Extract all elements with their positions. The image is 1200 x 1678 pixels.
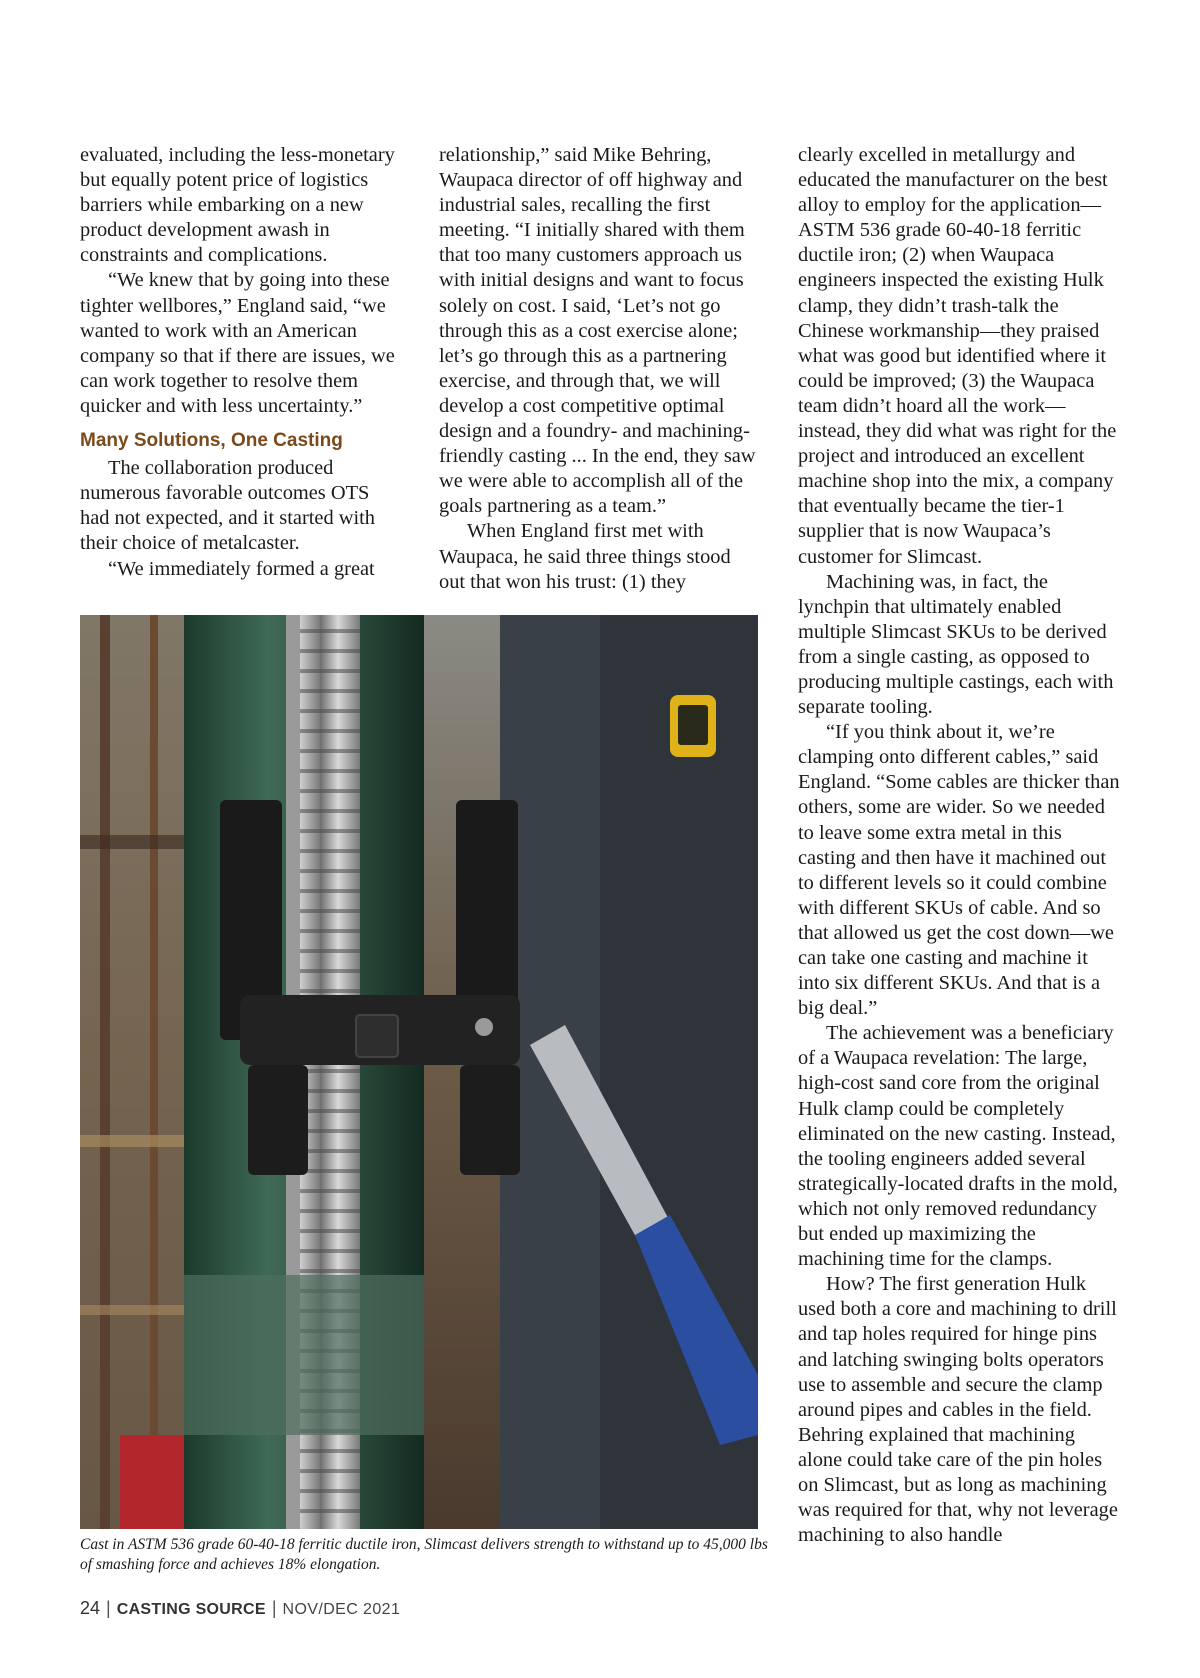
footer-divider: | bbox=[106, 1598, 111, 1618]
section-subhead: Many Solutions, One Casting bbox=[80, 430, 343, 452]
article-column-1 bbox=[80, 143, 402, 582]
issue-date: NOV/DEC 2021 bbox=[282, 1601, 401, 1618]
article-column-3 bbox=[798, 143, 1120, 1548]
clamp-photo bbox=[80, 615, 758, 1529]
paragraph: Machining was, in fact, the lynchpin that ultimately enabled multiple Slimcast SKUs to be derived from a single casting, as opposed to producing multiple castings, each with separate tooling. bbox=[798, 570, 1114, 719]
page-footer bbox=[80, 1598, 400, 1619]
paragraph: relationship,” said Mike Behring, Waupaca director of off highway and industrial sales, recalling the first meeting. “I initially shared with them that too many customers approach us with initial designs and want to focus solely on cost. I said, ‘Let’s not go through this as a cost exercise alone; let’s go through this as a partnering exercise, and through that, we will develop a cost competitive optimal design and a foundry- and machining-friendly casting ... In the end, they saw we were able to accomplish all of the goals partnering as a team.” bbox=[439, 144, 756, 518]
paragraph: clearly excelled in metallurgy and educated the manufacturer on the best alloy to employ for the application—ASTM 536 grade 60-40-18 ferritic ductile iron; (2) when Waupaca engineers inspected the existing Hulk clamp, they didn’t trash-talk the Chinese workmanship—they praised what was good but identified where it could be improved; (3) the Waupaca team didn’t hoard all the work—instead, they did what was right for the project and introduced an excellent machine shop into the mix, a company that eventually became the tier-1 supplier that is now Waupaca’s customer for Slimcast. bbox=[798, 144, 1117, 568]
footer-divider: | bbox=[271, 1598, 277, 1618]
page-number: 24 bbox=[80, 1598, 101, 1618]
paragraph: How? The first generation Hulk used both a core and machining to drill and tap holes required for hinge pins and latching swinging bolts operators use to assemble and secure the clamp around pipes and cables in the field. Behring explained that machining alone could take care of the pin holes on Slimcast, but as long as machining was required for that, why not leverage machining to also handle bbox=[798, 1273, 1118, 1547]
paragraph: When England first met with Waupaca, he said three things stood out that won his trust: (1) they bbox=[439, 520, 731, 593]
paragraph: The achievement was a beneficiary of a Waupaca revelation: The large, high-cost sand core from the original Hulk clamp could be completely eliminated on the new casting. Instead, the tooling engineers added several strategically-located drafts in the mold, which not only removed redundancy but ended up maximizing the machining time for the clamps. bbox=[798, 1022, 1118, 1271]
paragraph: evaluated, including the less-monetary but equally potent price of logistics barriers while embarking on a new product development awash in constraints and complications. bbox=[80, 144, 395, 267]
paragraph: “We immediately formed a great bbox=[108, 557, 375, 580]
paragraph: “If you think about it, we’re clamping onto different cables,” said England. “Some cables are thicker than others, some are wider. So we needed to leave some extra metal in this casting and then have it machined out to different levels so it could combine with different SKUs of cable. And so that allowed us get the cost down—we can take one casting and machine it into six different SKUs. And that is a big deal.” bbox=[798, 721, 1120, 1020]
article-column-2 bbox=[439, 143, 761, 595]
paragraph: “We knew that by going into these tighter wellbores,” England said, “we wanted to work with an American company so that if there are issues, we can work together to resolve them quicker and with less uncertainty.” bbox=[80, 269, 395, 417]
publication-name: CASTING SOURCE bbox=[116, 1601, 266, 1618]
paragraph: The collaboration produced numerous favorable outcomes OTS had not expected, and it started with their choice of metalcaster. bbox=[80, 457, 376, 555]
photo-caption: Cast in ASTM 536 grade 60-40-18 ferritic ductile iron, Slimcast delivers strength to withstand up to 45,000 lbs of smashing force and achieves 18% elongation. bbox=[80, 1536, 768, 1573]
